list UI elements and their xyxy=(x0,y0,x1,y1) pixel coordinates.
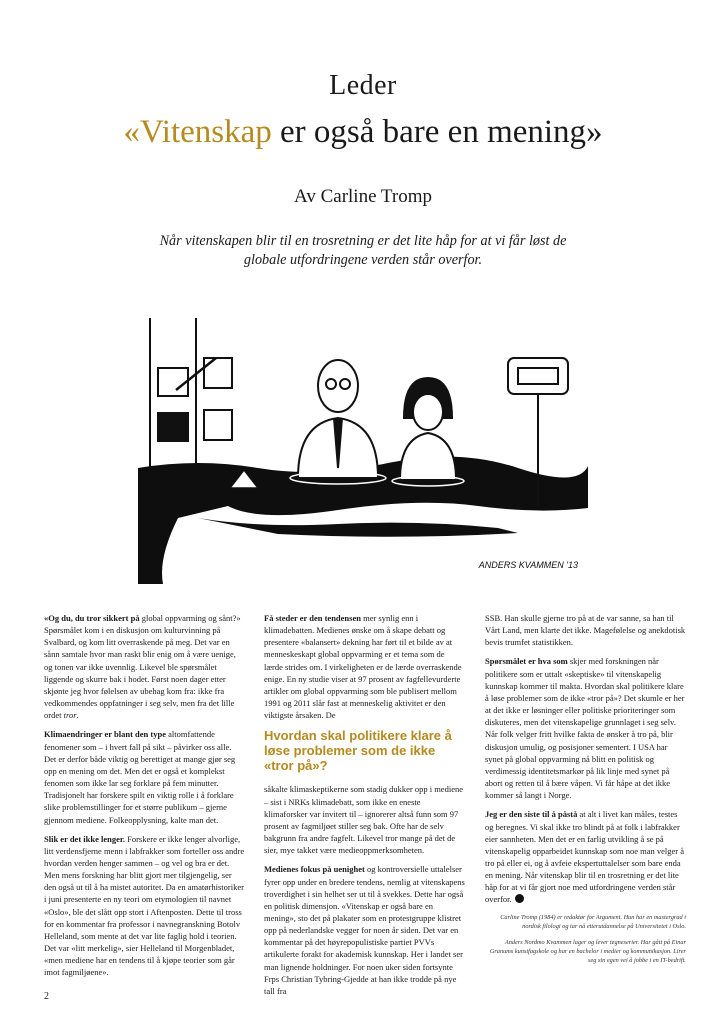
page-number: 2 xyxy=(44,991,49,1002)
paragraph: SSB. Han skulle gjerne tro på at de var sanne, sa han til Vårt Land, men klarte det ikke. Magefølelse og anekdotisk bevis trumfet statistikken. xyxy=(485,613,686,648)
paragraph: Spørsmålet er hva som skjer med forskningen når politikere som er uttalt «skeptiske» til vitenskapelig kunnskap kommer til makta. Hvordan skal politikere klare å løse problemer som de ikke «tror på»? Det skumle er her at det ikke er løsninger eller politiske prioriteringer som diskuteres, men det vitenskapelige grunnlaget i seg selv. Når folk velger fritt hvilke fakta de ønsker å tro på, blir diskusjon umulig, og posisjoner sementert. I USA har synet på global oppvarming nå blitt en politisk og verdimessig identitetsmarkør på lik linje med synet på abort og retten til å bære våpen. Vi får håpe at det ikke kommer så langt i Norge. xyxy=(485,656,685,801)
article-title xyxy=(0,114,726,151)
author-bio: Carline Tromp (1984) er redaktør for Argument. Hun har en mastergrad i nordisk filologi og tar nå etterutdannelse på Universitetet i Oslo. xyxy=(500,913,686,930)
lead-paragraph: Når vitenskapen blir til en trosretning er det lite håp for at vi får løst de globale utfordringene verden står overfor. xyxy=(159,233,567,268)
column-1 xyxy=(44,612,245,986)
column-2 xyxy=(264,612,465,1004)
paragraph: Medienes fokus på uenighet og kontroversielle uttalelser fyrer opp under en bredere tendens, nemlig at vitenskapens troverdighet i sin helhet ser ut til å svekkes. Dette har også en politisk dimensjon. «Vitenskap er også bare en mening», sto det på plakater som en protestgruppe klistret opp på nederlandske vegger for noen år siden. Det var en kommentar på det høyrepopulistiske partiet PVVs artikulerte forakt for akademisk kunnskap. Her i landet ser man lignende holdninger. For noen uker siden fortsynte Frps Christian Tybring-Gjedde at han ikke trodde på nye tall fra xyxy=(264,864,465,996)
illustrator-bio: Anders Nordmo Kvammen lager og lever tegneserier. Har gått på Einar Granums kunstfagskole og har en bachelor i medier og kommunikasjon. Lirer seg sin egen vei å jobbe i en IT-bedrift. xyxy=(489,938,686,964)
paragraph: Jeg er den siste til å påstå at alt i livet kan måles, testes og beregnes. Vi skal ikke tro blindt på at folk i labfrakker eier sannheten. Men det er en farlig utvikling å se på vitenskapelig opparbeidet kunnskap som noe man velger å tro på eller ei, og å avfeie ekspertuttalelser som bare enda en mening. Når vitenskap blir til en trosretning er det lite håp for at vi får gjort noe med utfordringene verden står overfor. xyxy=(485,809,684,905)
column-3 xyxy=(485,612,686,972)
paragraph: såkalte klimaskeptikerne som stadig dukker opp i mediene – sist i NRKs klimadebatt, som ikke en eneste klimaforsker var invitert til – ignorerer altså funn som 97 prosent av fagmiljøet stiller seg bak. Ofte har de selv bakgrunn fra andre fagfelt. Likevel tror mange på det de sier, mye takket være medieoppmerksomheten. xyxy=(264,784,463,856)
title-highlight: «Vitenskap xyxy=(123,114,272,150)
title-rest: er også bare en mening» xyxy=(271,114,603,150)
paragraph: Få steder er den tendensen mer synlig enn i klimadebatten. Medienes ønske om å skape debatt og presentere «balansert» dekning har ført til et bilde av at menneskeskapt global oppvarming er et tema som de lærde strides om. I virkeligheten er de lærde overraskende enige. En ny studie viser at 97 prosent av fagfellevurderte artikler om global oppvarming som ble publisert mellom 1991 og 2011 slår fast at menneskelig aktivitet er den viktigste årsaken. De xyxy=(264,613,462,721)
byline: Av Carline Tromp xyxy=(294,186,432,207)
paragraph: «Og du, du tror sikkert på global oppvarming og sånt?» Spørsmålet kom i en diskusjon om kulturvinning på Svalbard, og kom litt overraskende på meg. Det var en sånn samtale hvor man raskt blir enig om å være uenige, og tonen var ikke uvennlig. Likevel ble spørsmålet liggende og skurre bak i hodet. Først noen dager etter skjønte jeg hvor følelsen av ubehag kom fra: ikke fra vedkommendes oppfatninger i seg selv, men fra det lille ordet tror. xyxy=(44,613,241,721)
cartoon-illustration xyxy=(138,318,588,584)
section-kicker: Leder xyxy=(329,70,397,101)
end-mark-icon xyxy=(515,894,524,903)
paragraph: Slik er det ikke lenger. Forskere er ikke lenger alvorlige, litt verdensfjerne menn i labfrakker som forteller oss andre hvordan verden henger sammen – og vel og bra er det. Men mens forskning har blitt gjort mer tilgjengelig, ser den også ut til å ha mistet autoritet. Da en amatørhistoriker i juni presenterte en ny teori om etymologien til navnet «Oslo», ble det slått opp stort i Aftenposten. Dette til tross for en kommentar fra professor i navnegranskning Botolv Helleland, som mente at det var lite faglig hold i teorien. Det var «litt merkelig», sier Helleland til Morgenbladet, «men mediene har en tendens til å kjøpe teorier som går imot fagmiljøene». xyxy=(44,833,245,978)
paragraph: Klimaendringer er blant den type altomfattende fenomener som – i hvert fall på sikt – påvirker oss alle. Det er derfor både viktig og berettiget at mange gjør seg opp en mening om det. Men det er også et komplekst fenomen som ikke lar seg forklare på fem minutter. Tradisjonelt har forskere spilt en viktig rolle i å forklare slike problemstillinger for et større publikum – gjerne gjennom mediene. Folkeopplysning, kalte man det. xyxy=(44,729,236,825)
subheading: Hvordan skal politikere klare å løse problemer som de ikke «tror på»? xyxy=(264,728,452,774)
cartoon-signature: ANDERS KVAMMEN '13 xyxy=(478,560,578,570)
